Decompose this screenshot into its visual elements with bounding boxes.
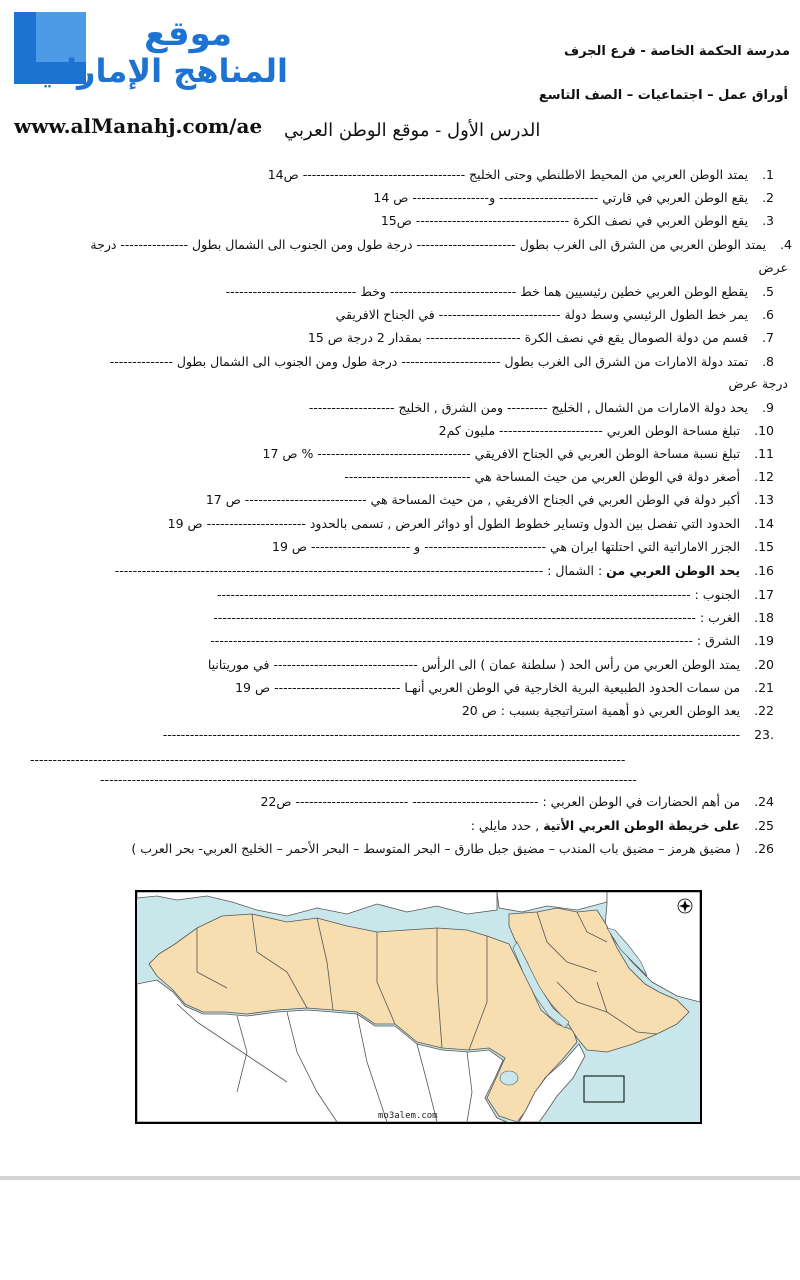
school-name: مدرسة الحكمة الخاصة - فرع الجرف: [563, 44, 790, 59]
question-number: 8.: [762, 354, 774, 369]
answer-line: -----------------------------------------------------------------------------------------------------------------------: [100, 772, 637, 787]
question-text: الجنوب : ---------------------------------------------------------------------------------------------------------: [217, 587, 741, 602]
question-text: يمتد الوطن العربي من رأس الحد ( سلطنة عمان ) الى الرأس -------------------------------- في موريتانيا: [207, 657, 741, 672]
question-text: الحدود التي تفصل بين الدول وتساير خطوط الطول أو دوائر العرض , تسمى بالحدود ---------------------- ص 19: [167, 516, 741, 531]
question-item: [131, 840, 774, 858]
question-number: 6.: [762, 307, 774, 322]
question-number: 21.: [754, 680, 774, 695]
question-item: [471, 817, 774, 835]
question-text: يعد الوطن العربي ذو أهمية استراتيجية بسبب : ص 20: [461, 703, 741, 718]
question-number: 2.: [762, 190, 774, 205]
question-item: [260, 793, 774, 811]
question-item: [90, 236, 792, 254]
question-text: --------------------------------------------------------------------------------------------------------------------------------: [162, 727, 741, 742]
question-number: 17.: [754, 587, 774, 602]
logo-square-top: [14, 12, 36, 34]
question-text: يمر خط الطول الرئيسي وسط دولة --------------------------- في الجناح الافريقي: [335, 307, 749, 322]
question-item: [344, 468, 774, 486]
question-number: 7.: [762, 330, 774, 345]
question-number: .23: [754, 727, 774, 742]
question-number: 22.: [754, 703, 774, 718]
map-credit: mo3alem.com: [378, 1111, 438, 1121]
website-url: www.alManahj.com/ae: [14, 114, 263, 138]
question-text: تبلغ نسبة مساحة الوطن العربي في الجناح الافريقي ---------------------------------- % ص 17: [262, 446, 741, 461]
question-text: يمتد الوطن العربي من الشرق الى الغرب بطول ---------------------- درجة طول ومن الجنوب الى الشمال بطول --------------- درجة: [90, 237, 767, 252]
question-text: يقطع الوطن العربي خطين رئيسيين هما خط ---------------------------- وخط -----------------------------: [225, 284, 749, 299]
question-item: [217, 586, 774, 604]
question-number: 20.: [754, 657, 774, 672]
question-item: [373, 189, 774, 207]
logo-text-name: المناهج الإماراتية: [21, 52, 288, 90]
arab-world-map: [135, 890, 702, 1124]
question-item: [381, 212, 774, 230]
question-text: تمتد دولة الامارات من الشرق الى الغرب بطول ---------------------- درجة طول ومن الجنوب الى الشمال بطول --------------: [109, 354, 749, 369]
question-item: [309, 399, 774, 417]
question-number: 18.: [754, 610, 774, 625]
question-text: قسم من دولة الصومال يقع في نصف الكرة --------------------- بمقدار 2 درجة ص 15: [307, 330, 749, 345]
question-number: 14.: [754, 516, 774, 531]
question-item: [439, 422, 774, 440]
question-item: [268, 166, 774, 184]
question-item: [272, 538, 774, 556]
question-text: يقع الوطن العربي في نصف الكرة ---------------------------------- ص15: [380, 213, 749, 228]
question-item: [308, 329, 774, 347]
question-item: [226, 283, 774, 301]
blank-area: [0, 1180, 800, 1280]
question-text: يقع الوطن العربي في قارتي ---------------------- و----------------- ص 14: [373, 190, 749, 205]
question-item: [462, 702, 774, 720]
question-number: 3.: [762, 213, 774, 228]
question-number: 5.: [762, 284, 774, 299]
question-number: 12.: [754, 469, 774, 484]
compass-icon: [678, 899, 692, 913]
worksheet-subject: أوراق عمل – اجتماعيات – الصف التاسع: [538, 88, 788, 103]
question-item: [210, 632, 774, 650]
question-text: يمتد الوطن العربي من المحيط الاطلنطي وحتى الخليج ------------------------------------ ص14: [267, 167, 749, 182]
question-text: من أهم الحضارات في الوطن العربي : ---------------------------- ------------------------- ص22: [260, 794, 741, 809]
question-number: 11.: [754, 446, 774, 461]
question-number: 10.: [754, 423, 774, 438]
question-number: 1.: [762, 167, 774, 182]
question-text: الغرب : -----------------------------------------------------------------------------------------------------------: [213, 610, 741, 625]
question-item: [235, 679, 774, 697]
question-number: 24.: [754, 794, 774, 809]
question-text: الشرق : -----------------------------------------------------------------------------------------------------------: [210, 633, 741, 648]
question-number: 4.: [780, 237, 792, 252]
question-number: 16.: [754, 563, 774, 578]
question-continuation: درجة عرض: [728, 376, 788, 391]
logo-text-site: موقع: [144, 14, 232, 54]
question-item: [336, 306, 774, 324]
question-continuation: عرض: [758, 260, 788, 275]
question-text: ( مضيق هرمز – مضيق باب المندب – مضيق جبل طارق – البحر المتوسط – البحر الأحمر – الخليج العربي- بحر العرب ): [131, 841, 741, 856]
question-item: [206, 491, 774, 509]
answer-line: ------------------------------------------------------------------------------------------------------------------------------------: [30, 752, 626, 767]
question-number: 26.: [754, 841, 774, 856]
question-number: 13.: [754, 492, 774, 507]
question-item: [110, 353, 774, 371]
question-item: [115, 562, 774, 580]
question-item: [208, 656, 774, 674]
question-text: على خريطة الوطن العربي الأتية , حدد مايلي :: [470, 818, 741, 833]
question-number: 19.: [754, 633, 774, 648]
question-bold-prefix: على خريطة الوطن العربي الأتية: [543, 818, 741, 833]
question-item: [163, 726, 774, 744]
question-item: [263, 445, 774, 463]
question-item: [168, 515, 774, 533]
question-text: يحد دولة الامارات من الشمال , الخليج --------- ومن الشرق , الخليج -------------------: [308, 400, 749, 415]
question-number: 9.: [762, 400, 774, 415]
question-number: 15.: [754, 539, 774, 554]
map-svg: [137, 892, 700, 1122]
question-bold-prefix: يحد الوطن العربي من: [606, 563, 741, 578]
question-text: الجزر الاماراتية التي احتلتها ايران هي --------------------------- و ---------------------- ص 19: [272, 539, 741, 554]
lake-victoria: [500, 1071, 518, 1085]
question-text: تبلغ مساحة الوطن العربي ----------------------- مليون كم2: [438, 423, 741, 438]
lesson-title: الدرس الأول - موقع الوطن العربي: [284, 120, 541, 141]
question-number: 25.: [754, 818, 774, 833]
question-item: [213, 609, 774, 627]
question-text: يحد الوطن العربي من : الشمال : -----------------------------------------------------------------------------------------------: [114, 563, 741, 578]
question-text: أكبر دولة في الوطن العربي في الجناح الافريقي , من حيث المساحة هي --------------------------- ص 17: [205, 492, 741, 507]
question-text: أصغر دولة في الوطن العربي من حيث المساحة هي ----------------------------: [344, 469, 741, 484]
question-text: من سمات الحدود الطبيعية البرية الخارجية في الوطن العربي أنهـا ---------------------------- ص 19: [235, 680, 741, 695]
